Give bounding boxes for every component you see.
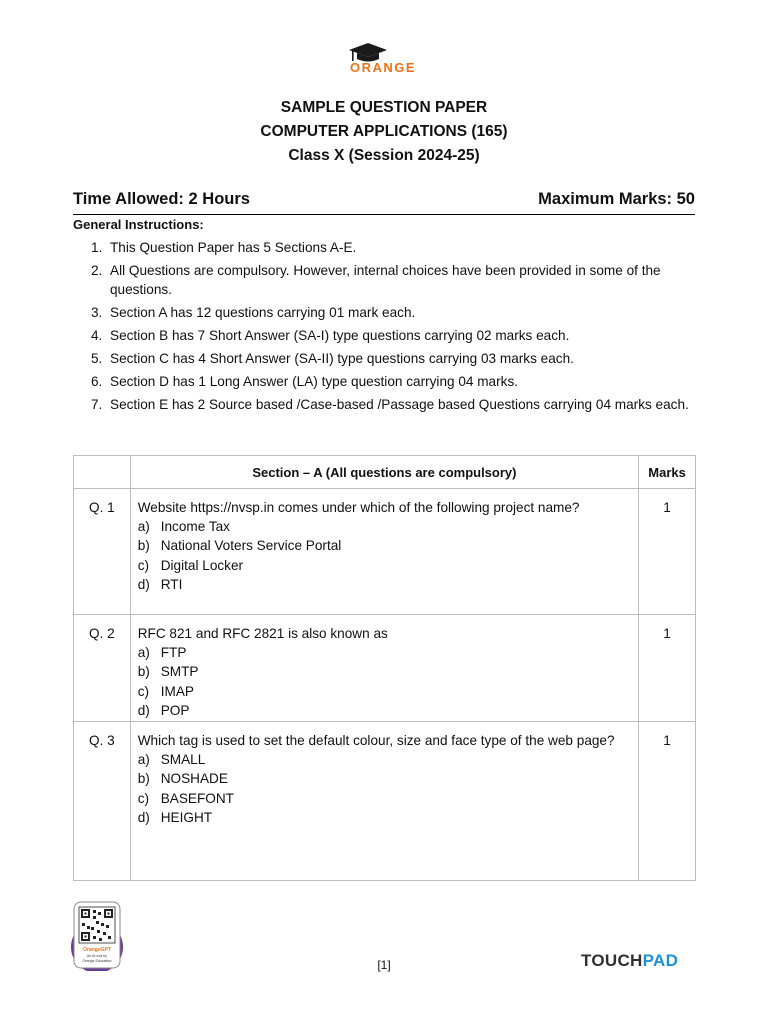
instruction-item: 3. Section A has 12 questions carrying 01 mark each. [91, 305, 416, 320]
paper-title: SAMPLE QUESTION PAPER [280, 99, 488, 116]
question-text: RFC 821 and RFC 2821 is also known as [137, 626, 388, 641]
brand-name: ORANGE [350, 60, 417, 75]
option: c) Digital Locker [137, 557, 244, 573]
instructions-heading: General Instructions: [73, 217, 204, 232]
question-text: Which tag is used to set the default colour, size and face type of the web page? [137, 733, 615, 748]
option: d) HEIGHT [137, 810, 213, 826]
question-text-block [131, 489, 638, 595]
instruction-item: 6. Section D has 1 Long Answer (LA) type question carrying 04 marks. [91, 374, 519, 389]
table-row [74, 489, 696, 615]
question-text: Website https://nvsp.in comes under which of the following project name? [137, 500, 580, 515]
instruction-item: 7. Section E has 2 Source based /Case-based /Passage based Questions carrying 04 marks each. [91, 397, 689, 412]
option: d) RTI [137, 577, 183, 593]
badge-tagline: An AI tool by [86, 954, 108, 958]
question-number: Q. 2 [89, 626, 115, 641]
class-title: Class X (Session 2024-25) [288, 147, 480, 164]
qno-header [74, 456, 131, 489]
question-marks: 1 [663, 500, 671, 515]
option: a) SMALL [137, 752, 206, 767]
orange-logo [340, 42, 430, 82]
badge-brand: OrangeGPT [83, 947, 111, 953]
option: d) POP [137, 703, 190, 719]
table-header-row [74, 456, 696, 489]
section-a-table [73, 455, 696, 881]
badge-company: Orange Education [82, 959, 112, 963]
instruction-item: 5. Section C has 4 Short Answer (SA-II) type questions carrying 03 marks each. [91, 351, 574, 366]
question-number: Q. 1 [89, 500, 115, 515]
instruction-item: 4. Section B has 7 Short Answer (SA-I) type questions carrying 02 marks each. [91, 328, 570, 343]
page-number: [1] [377, 958, 391, 972]
touchpad-logo-prefix: TOUCH [581, 951, 643, 970]
question-text-block [131, 722, 638, 828]
touchpad-logo [581, 951, 678, 971]
option: c) BASEFONT [137, 790, 234, 806]
option: a) Income Tax [137, 519, 230, 534]
instruction-item: 1. This Question Paper has 5 Sections A-E. [91, 240, 357, 255]
question-text-block [131, 615, 638, 721]
paper-titles [0, 96, 768, 168]
table-row [74, 722, 696, 881]
table-row [74, 615, 696, 722]
option: a) FTP [137, 645, 187, 660]
marks-header: Marks [639, 456, 696, 489]
time-allowed: Time Allowed: 2 Hours [73, 190, 250, 208]
instruction-item: 2. All Questions are compulsory. However, internal choices have been provided in some of the questions. [91, 263, 661, 297]
option: b) NOSHADE [137, 771, 228, 787]
option: b) SMTP [137, 664, 199, 680]
question-number: Q. 3 [89, 733, 115, 748]
instructions-list [73, 238, 698, 418]
exam-meta [73, 190, 695, 215]
maximum-marks: Maximum Marks: 50 [538, 190, 695, 208]
subject-title: COMPUTER APPLICATIONS (165) [260, 123, 508, 140]
question-marks: 1 [663, 626, 671, 641]
option: c) IMAP [137, 683, 194, 699]
touchpad-logo-suffix: PAD [642, 951, 679, 970]
option: b) National Voters Service Portal [137, 538, 342, 554]
section-header: Section – A (All questions are compulsory) [130, 456, 638, 489]
question-marks: 1 [663, 733, 671, 748]
